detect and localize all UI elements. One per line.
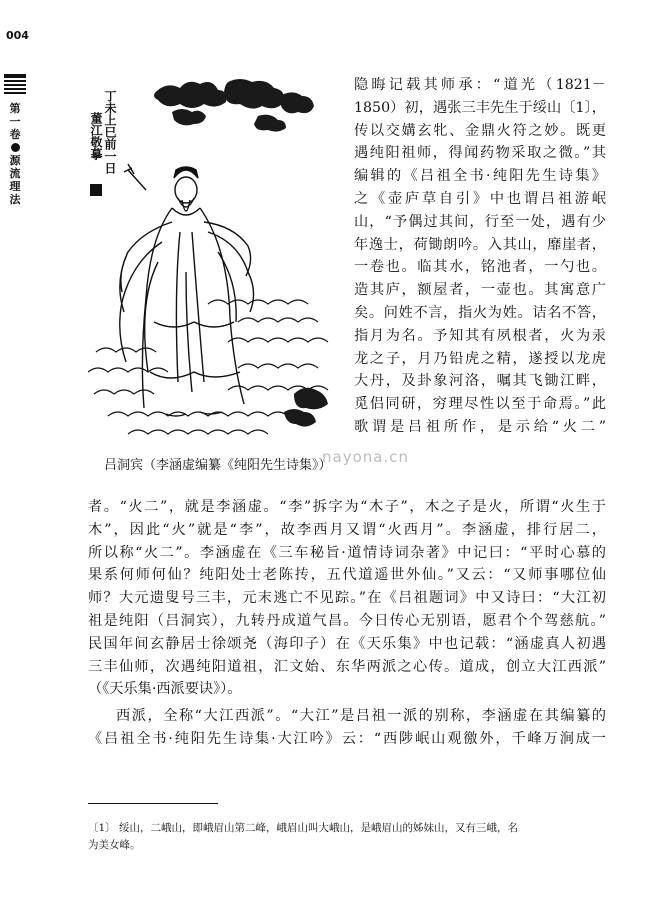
text-line: 木”，因此“火”就是“李”，故李西月又谓“火西月”。李涵虚，排行居二， <box>88 521 606 538</box>
text-line: 之《壶庐草自引》中也谓吕祖游岷 <box>354 190 606 207</box>
seal-stamp <box>90 184 102 196</box>
text-line: 龙之子，月乃铅虎之精，遂授以龙虎 <box>354 350 606 367</box>
chapter-volume-char: 一 <box>9 115 21 128</box>
text-line: 者。“火二”，就是李涵虚。“李”拆字为“木子”，木之子是火，所谓“火生于 <box>88 499 606 515</box>
body-text <box>88 496 606 751</box>
text-line: 民国年间玄静居士徐颂尧（海印子）在《天乐集》中也记载：“涵虚真人初遇 <box>88 635 606 652</box>
chapter-title-char: 源 <box>9 154 21 167</box>
text-line: 三丰仙师，次遇纯阳道祖，汇文始、东华两派之心传。道成，创立大江西派” <box>88 658 606 675</box>
text-line: 所以称“火二”。李涵虚在《三车秘旨·道情诗词杂著》中记曰：“平时心慕的 <box>88 544 606 561</box>
footnote-rule <box>88 803 218 804</box>
inscription-col2: 董江敬摹 <box>89 112 103 160</box>
text-line: 山，“予偶过其间，行至一处，遇有少 <box>354 213 606 230</box>
text-line: 传以交媾玄牝、金鼎火符之妙。既更 <box>354 122 606 139</box>
text-line: 《吕祖全书·纯阳先生诗集·大江吟》云：“西陟岷山观徼外，千峰万涧成一 <box>88 730 606 747</box>
page-number <box>6 29 29 42</box>
text-line: 造其庐，额屋者，一壶也。其寓意广 <box>354 282 606 299</box>
text-line: （《天乐集·西派要诀》）。 <box>88 681 242 698</box>
text-line: 1850）初，遇张三丰先生于绥山〔1〕， <box>354 99 606 116</box>
footnote <box>88 820 608 854</box>
margin-decoration-bars <box>4 74 26 96</box>
text-line: 遇纯阳祖师，得闻药物采取之微。”其 <box>354 145 606 162</box>
footnote-line: 为美女峰。 <box>88 839 141 851</box>
figure-caption: 吕洞宾（李涵虚编纂《纯阳先生诗集》） <box>104 458 332 473</box>
chapter-title-char: 法 <box>9 193 21 206</box>
chapter-tab <box>7 102 23 206</box>
chapter-title-char: 流 <box>9 167 21 180</box>
inscription-col1: 丁未上巳前一日 <box>103 90 117 174</box>
text-line: 大丹，及卦象河洛，嘱其飞锄江畔， <box>354 373 606 390</box>
right-column-text <box>354 74 606 439</box>
text-line: 祖是纯阳（吕洞宾），九转丹成道气昌。今日传心无别语，愿君个个驾慈航。” <box>88 612 606 629</box>
text-line: 西派，全称“大江西派”。“大江”是吕祖一派的别称，李涵虚在其编纂的 <box>116 708 606 725</box>
text-line: 歌谓是吕祖所作，是示给“火二” <box>354 418 606 435</box>
lu-dongbin-illustration <box>88 72 338 444</box>
page-number-text: 004 <box>6 29 29 42</box>
text-line: 指月为名。予知其有夙根者，火为汞 <box>354 327 606 344</box>
bullet-dot-icon <box>11 143 20 152</box>
chapter-title-char: 理 <box>9 180 21 193</box>
text-line: 师？大元遗叟号三丰，元末逃亡不见踪。”在《吕祖题词》中又诗曰：“大江初 <box>88 590 606 607</box>
text-line: 觅侣同研，穷理尽性以至于命焉。”此 <box>354 396 606 413</box>
text-line: 一卷也。临其水，铭池者，一勺也。 <box>354 259 606 276</box>
text-line: 编辑的《吕祖全书·纯阳先生诗集》 <box>354 168 606 185</box>
chapter-volume-char: 第 <box>9 102 21 115</box>
text-line: 隐晦记载其师承：“道光（1821－ <box>354 77 606 93</box>
text-line: 果系何师何仙？纯阳处士老陈抟，五代道遥世外仙。”又云：“又师事哪位仙 <box>88 567 606 584</box>
text-line: 矣。问姓不言，指火为姓。诘名不答， <box>354 304 606 321</box>
chapter-volume-char: 卷 <box>9 128 21 141</box>
watermark: nayona.cn <box>322 448 409 466</box>
footnote-line: 〔1〕 绥山，二峨山，即峨眉山第二峰，峨眉山叫大峨山，是峨眉山的姊妹山，又有三峨，名 <box>88 822 519 834</box>
text-line: 年逸士，荷锄朗吟。入其山，靡崖者， <box>354 236 606 253</box>
